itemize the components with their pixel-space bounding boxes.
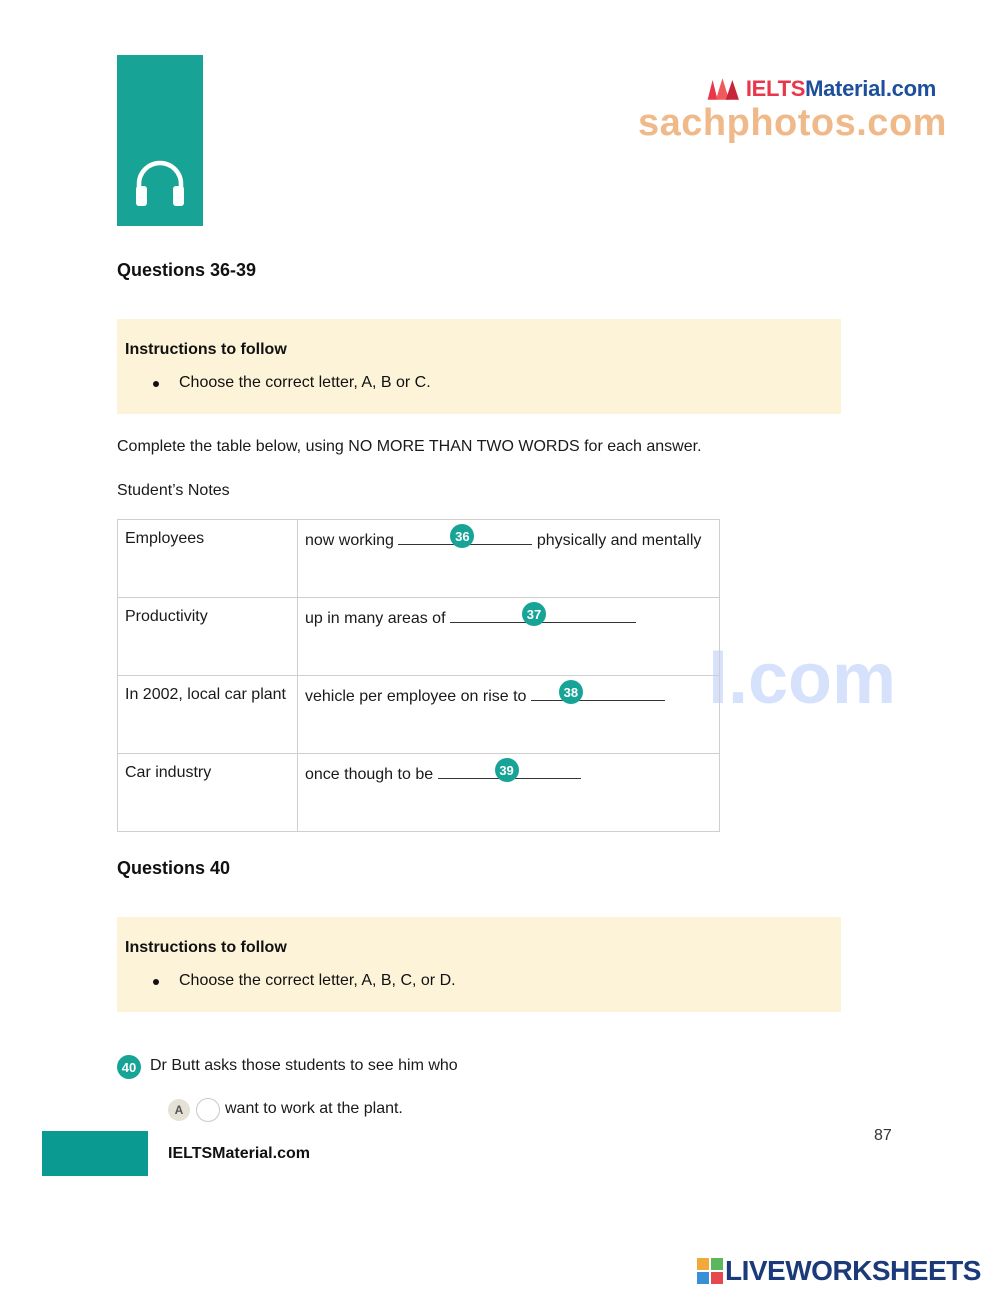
table-row — [118, 520, 720, 598]
logo-mark-icon — [706, 74, 744, 104]
footer-brand: IELTSMaterial.com — [168, 1145, 310, 1162]
row-content — [298, 598, 720, 676]
answer-blank-37[interactable] — [450, 608, 636, 623]
table-row — [118, 598, 720, 676]
question-badge-39: 39 — [495, 758, 519, 782]
section2-instructions — [117, 917, 841, 1012]
watermark-mid: l.com — [708, 639, 897, 719]
answer-blank-38[interactable] — [531, 686, 665, 701]
table-row — [118, 754, 720, 832]
row-label: Productivity — [118, 598, 298, 676]
row-content — [298, 754, 720, 832]
notes-table — [117, 519, 720, 832]
row-text-before: now working — [305, 532, 394, 549]
headphones-icon — [133, 160, 187, 208]
table-row — [118, 676, 720, 754]
row-label: In 2002, local car plant — [118, 676, 298, 754]
row-text-before: up in many areas of — [305, 610, 446, 627]
page-number: 87 — [874, 1127, 892, 1144]
question-40-text: Dr Butt asks those students to see him who — [150, 1057, 458, 1074]
table-title: Student’s Notes — [117, 482, 230, 499]
watermark-top: sachphotos.com — [638, 102, 947, 144]
table-intro: Complete the table below, using NO MORE THAN TWO WORDS for each answer. — [117, 438, 702, 455]
liveworksheets-text: LIVEWORKSHEETS — [725, 1255, 981, 1286]
ieltsmaterial-logo — [706, 72, 936, 106]
row-content — [298, 676, 720, 754]
instructions-item: Choose the correct letter, A, B, C, or D. — [179, 972, 456, 989]
question-badge-37: 37 — [522, 602, 546, 626]
footer-teal-bar — [42, 1131, 148, 1176]
instructions-title: Instructions to follow — [125, 939, 287, 956]
bullet-icon — [153, 381, 159, 387]
section2-heading: Questions 40 — [117, 858, 231, 878]
row-text-before: once though to be — [305, 766, 434, 783]
instructions-item: Choose the correct letter, A, B or C. — [179, 374, 431, 391]
question-badge-38: 38 — [559, 680, 583, 704]
bullet-icon — [153, 979, 159, 985]
row-label: Employees — [118, 520, 298, 598]
liveworksheets-logo — [697, 1255, 981, 1287]
logo-text-material: Material.com — [805, 76, 936, 101]
logo-text-ielts: IELTS — [745, 76, 806, 101]
row-content — [298, 520, 720, 598]
option-a-text: want to work at the plant. — [225, 1100, 403, 1117]
answer-blank-36[interactable] — [398, 530, 532, 545]
section1-heading: Questions 36-39 — [117, 260, 257, 280]
instructions-title: Instructions to follow — [125, 341, 287, 358]
answer-blank-39[interactable] — [438, 764, 581, 779]
row-label: Car industry — [118, 754, 298, 832]
question-badge-36: 36 — [450, 524, 474, 548]
option-a-radio[interactable] — [196, 1098, 220, 1122]
question-badge-40: 40 — [117, 1055, 141, 1079]
row-text-before: vehicle per employee on rise to — [305, 688, 527, 705]
section1-instructions — [117, 319, 841, 414]
option-a-letter: A — [168, 1099, 190, 1121]
liveworksheets-mark-icon — [697, 1258, 723, 1284]
row-text-after: physically and mentally — [536, 532, 702, 549]
